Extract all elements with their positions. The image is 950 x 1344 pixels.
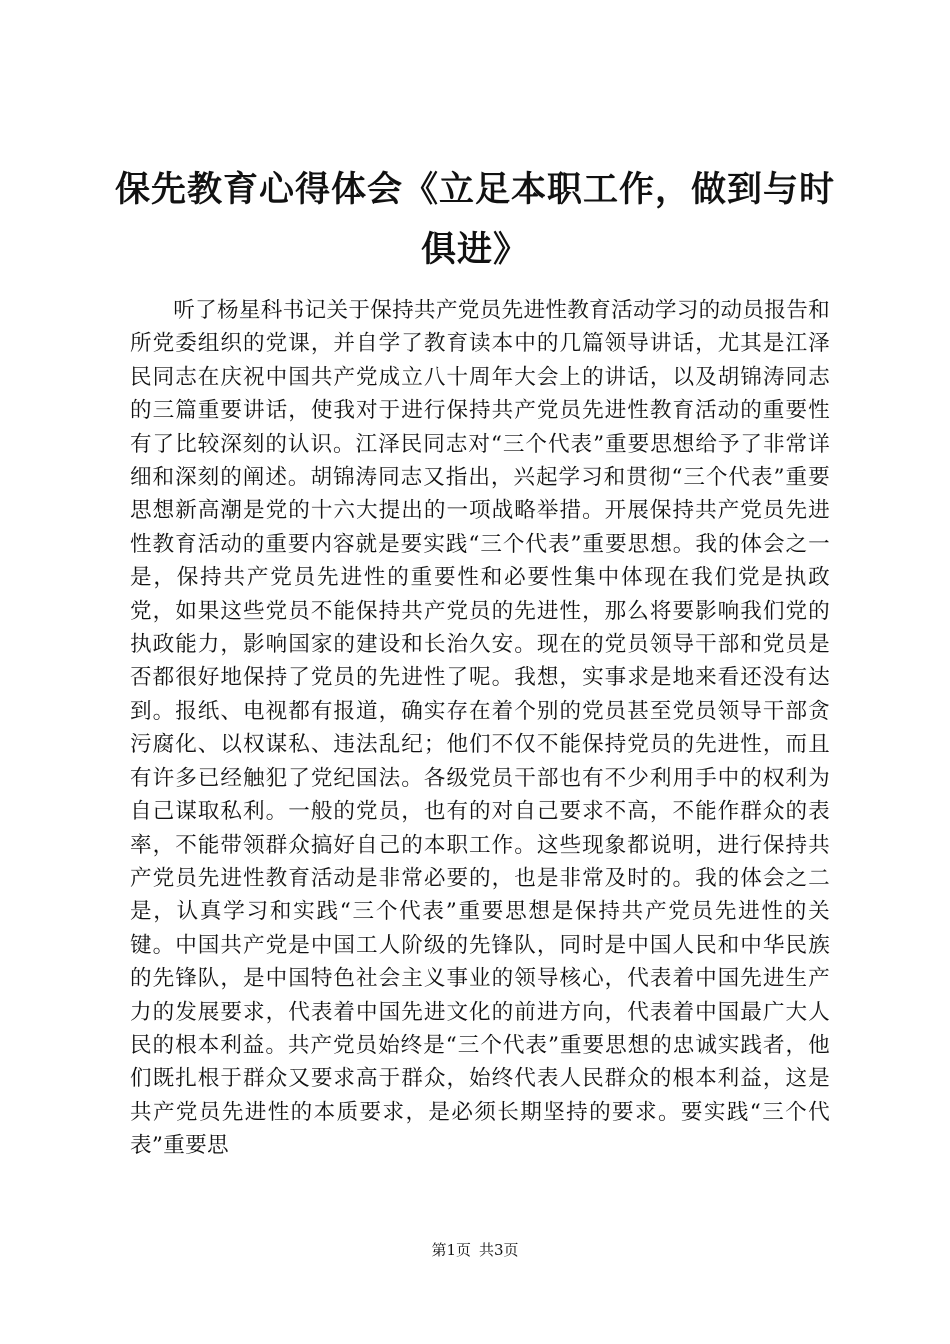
body-paragraph: 听了杨星科书记关于保持共产党员先进性教育活动学习的动员报告和所党委组织的党课，并自学了教育读本中的几篇领导讲话，尤其是江泽民同志在庆祝中国共产党成立八十周年大会上的讲话，以及胡锦涛同志的三篇重要讲话，使我对于进行保持共产党员先进性教育活动的重要性有了比较深刻的认识。江泽民同志对“三个代表”重要思想给予了非常详细和深刻的阐述。胡锦涛同志又指出，兴起学习和贯彻“三个代表”重要思想新高潮是党的十六大提出的一项战略举措。开展保持共产党员先进性教育活动的重要内容就是要实践“三个代表”重要思想。我的体会之一是，保持共产党员先进性的重要性和必要性集中体现在我们党是执政党，如果这些党员不能保持共产党员的先进性，那么将要影响我们党的执政能力，影响国家的建设和长治久安。现在的党员领导干部和党员是否都很好地保持了党员的先进性了呢。我想，实事求是地来看还没有达到。报纸、电视都有报道，确实存在着个别的党员甚至党员领导干部贪污腐化、以权谋私、违法乱纪；他们不仅不能保持党员的先进性，而且有许多已经触犯了党纪国法。各级党员干部也有不少利用手中的权利为自己谋取私利。一般的党员，也有的对自己要求不高，不能作群众的表率，不能带领群众搞好自己的本职工作。这些现象都说明，进行保持共产党员先进性教育活动是非常必要的，也是非常及时的。我的体会之二是，认真学习和实践“三个代表”重要思想是保持共产党员先进性的关键。中国共产党是中国工人阶级的先锋队，同时是中国人民和中华民族的先锋队，是中国特色社会主义事业的领导核心，代表着中国先进生产力的发展要求，代表着中国先进文化的前进方向，代表着中国最广大人民的根本利益。共产党员始终是“三个代表”重要思想的忠诚实践者，他们既扎根于群众又要求高于群众，始终代表人民群众的根本利益，这是共产党员先进性的本质要求，是必须长期坚持的要求。要实践“三个代表”重要思: [130, 298, 831, 1159]
document-title: [110, 160, 840, 280]
title-line-2: 俱进》: [420, 229, 529, 270]
page-total: 共3页: [479, 1241, 519, 1259]
title-line-1: 保先教育心得体会《立足本职工作，做到与时: [114, 169, 835, 210]
page-number: 第1页: [431, 1241, 471, 1259]
page-footer: [0, 1240, 950, 1260]
